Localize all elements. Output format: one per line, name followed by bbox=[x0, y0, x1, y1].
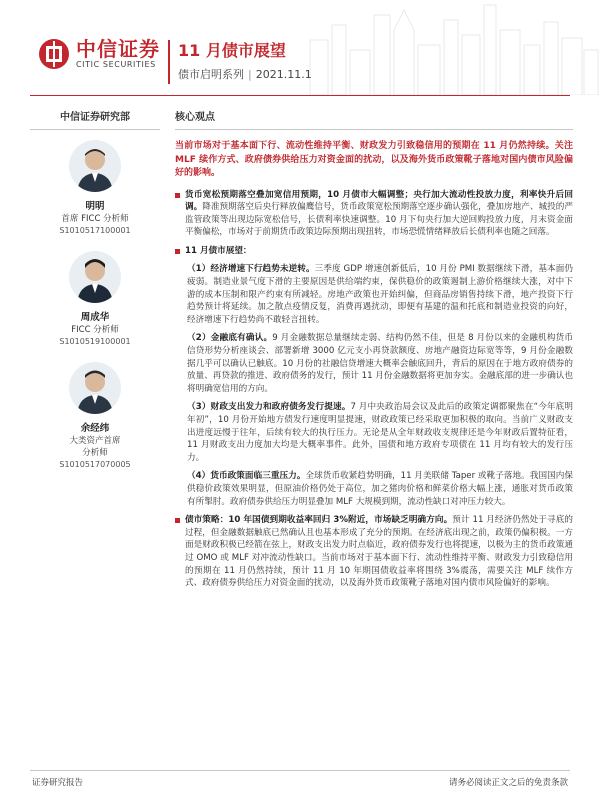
analyst-name: 余经纬 bbox=[80, 423, 110, 434]
body-text bbox=[175, 189, 573, 590]
footer-disclaimer: 请务必阅读正文之后的免责条款 bbox=[448, 778, 568, 788]
logo-cn-text: 中信证券 bbox=[76, 37, 160, 61]
bullet-text: 预计 11 月经济仍然处于寻底的过程，但金融数据触底已然确认且也基本形成了充分的预期。在经济底出现之前，政策仍偏积极。一方面是财政积极已经箭在弦上，财政支出发力时点临近，政府债券发行也将提速，以极为主的货币政策通过 OMO 或 MLF 对冲流动性缺口。当前市场对于基本面下行、流动性维持平衡、财政发力引致稳信用的预期在 11 月仍然持续，预计 11 月 10 年期国债收益率将围绕 3%震荡，需要关注 MLF 续作方式、政府债券供给压力对资金面的扰动，以及海外货币政策靴子落地对国内债市风险偏好的影响。 bbox=[185, 515, 573, 589]
sub-text: 9 月金融数据总量继续走弱、结构仍然不佳，但是 8 月份以来的金融机构货币信贷形势分析座谈会、部署新增 3000 亿元支小再贷款额度、房地产融资边际宽等等，9 月份金融数据几乎可以确认已触底。10 月份的社融信贷增速大概率会触底回升，背后的原因在于地方政府债券的放量、再贷款的推进、政府债务的发行，预计 11 月份金融数据将更加夯实。金融底部的进一步确认也将明确宽信用的方向。 bbox=[187, 333, 573, 394]
sub-paragraph bbox=[187, 332, 573, 395]
sub-text: 三季度 GDP 增速创新低后，10 月份 PMI 数据继续下滑，基本面仍疲弱。制造业景气度下滑的主要原因是供给端约束，保供稳价的政策遏制上游价格继续大涨，对中下游的成本压制和限产约束有所减轻。房地产政策也开始纠偏，但商品房销售持续下滑，地产投资下行趋势预计将延续。加之散点疫情反复，消费再遇扰动，即便有基建的温和托底和制造业投资的向好，经济增速下行趋势尚不敢轻言扭转。 bbox=[187, 264, 573, 325]
bullet-square-icon bbox=[175, 193, 180, 198]
sub-heading: （1）经济增速下行趋势未逆转。 bbox=[187, 264, 315, 275]
report-subtitle bbox=[178, 66, 312, 82]
section-heading: 核心观点 bbox=[175, 100, 573, 130]
bullet-square-icon bbox=[175, 249, 180, 254]
sub-text: 全球货币收紧趋势明确，11 月美联储 Taper 或靴子落地。我国国内保供稳价政策效果明显，但原油价格仍处于高位，加之猪肉价格和鲜菜价格大幅上涨，通胀对货币政策有所掣肘。政府债券供给压力明显叠加 MLF 大规模到期，流动性缺口对冲压力较大。 bbox=[187, 471, 574, 507]
sub-paragraph bbox=[187, 263, 573, 326]
analyst-card bbox=[30, 362, 160, 471]
analyst-name: 周成华 bbox=[80, 312, 110, 323]
analyst-license: S1010519100001 bbox=[59, 337, 131, 346]
header-divider bbox=[168, 40, 170, 84]
sub-heading: （3）财政支出发力和政府债务发行提速。 bbox=[187, 402, 351, 413]
analyst-name: 明明 bbox=[85, 201, 105, 212]
footer-rule bbox=[30, 770, 570, 771]
citic-logo-icon bbox=[38, 38, 70, 70]
bullet-item bbox=[175, 189, 573, 239]
bullet-item bbox=[175, 514, 573, 590]
report-title: 11 月债市展望 bbox=[178, 41, 286, 60]
analyst-column bbox=[30, 100, 160, 471]
report-header bbox=[0, 0, 600, 95]
analyst-role: 首席 FICC 分析师 bbox=[61, 214, 129, 224]
sub-paragraph bbox=[187, 401, 573, 464]
bullet-heading: 11 月债市展望： bbox=[185, 245, 252, 256]
analyst-card bbox=[30, 251, 160, 348]
bullet-item bbox=[175, 245, 573, 258]
summary-paragraph: 当前市场对于基本面下行、流动性维持平衡、财政发力引致稳信用的预期在 11 月仍然持续。关注 MLF 续作方式、政府债券供给压力对资金面的扰动，以及海外货币政策靴子落地对国内债市风险偏好的影响。 bbox=[175, 141, 573, 178]
citic-logo bbox=[38, 38, 160, 70]
sub-heading: （4）货币政策面临三重压力。 bbox=[187, 471, 306, 482]
bullet-heading: 货币宽松预期落空叠加宽信用预期，10 月债市大幅调整；央行加大流动性投放力度，利率快升后回调。 bbox=[185, 189, 573, 213]
analyst-role-line2: 分析师 bbox=[82, 448, 108, 458]
analyst-license: S1010517070005 bbox=[59, 460, 131, 469]
analyst-photo bbox=[69, 251, 121, 303]
analyst-role: 大类资产首席 bbox=[69, 436, 121, 446]
subtitle-separator: | bbox=[248, 68, 252, 81]
department-name: 中信证券研究部 bbox=[30, 100, 160, 130]
analyst-photo bbox=[69, 362, 121, 414]
logo-en-text: CITIC SECURITIES bbox=[76, 60, 156, 69]
analyst-card bbox=[30, 140, 160, 237]
series-name: 债市启明系列 bbox=[178, 68, 244, 81]
header-rule bbox=[30, 95, 570, 96]
main-content bbox=[175, 100, 573, 596]
bullet-heading: 债市策略：10 年国债到期收益率回归 3%附近，市场缺乏明确方向。 bbox=[185, 515, 453, 526]
footer-label: 证券研究报告 bbox=[32, 778, 84, 788]
bullet-text: 降准预期落空后央行释放偏鹰信号，货币政策宽松预期落空逐步确认强化，叠加房地产、城投的严监管政策等出现边际宽松信号，长债利率快速调整。10 月下旬央行加大逆回购投放力度，月末资金面平衡偏松，市场对于前期货币政策边际预期出现扭转，市场恐慌情绪释放后长债利率也随之回落。 bbox=[185, 202, 573, 238]
sub-heading: （2）金融底有确认。 bbox=[187, 333, 273, 344]
analyst-license: S1010517100001 bbox=[59, 226, 131, 235]
analyst-photo bbox=[69, 140, 121, 192]
report-date: 2021.11.1 bbox=[255, 68, 312, 81]
city-skyline-graphic bbox=[300, 0, 600, 95]
bullet-square-icon bbox=[175, 518, 180, 523]
sub-paragraph bbox=[187, 470, 573, 508]
analyst-role: FICC 分析师 bbox=[71, 325, 119, 335]
sub-text: 7 月中央政治局会议及此后的政策定调都聚焦在“今年底明年初”，10 月份开始地方债发行速度明显提速，财政政策已经采取更加积极的取向。当前广义财政支出进度远慢于往年，后续有较大的执行压力。无论是从全年财政收支规律还是今年财政后置特征看，11 月财政支出力度加大均是大概率事件。此外，国债和地方政府专项债在 11 月均有较大的发行压力。 bbox=[187, 402, 574, 463]
